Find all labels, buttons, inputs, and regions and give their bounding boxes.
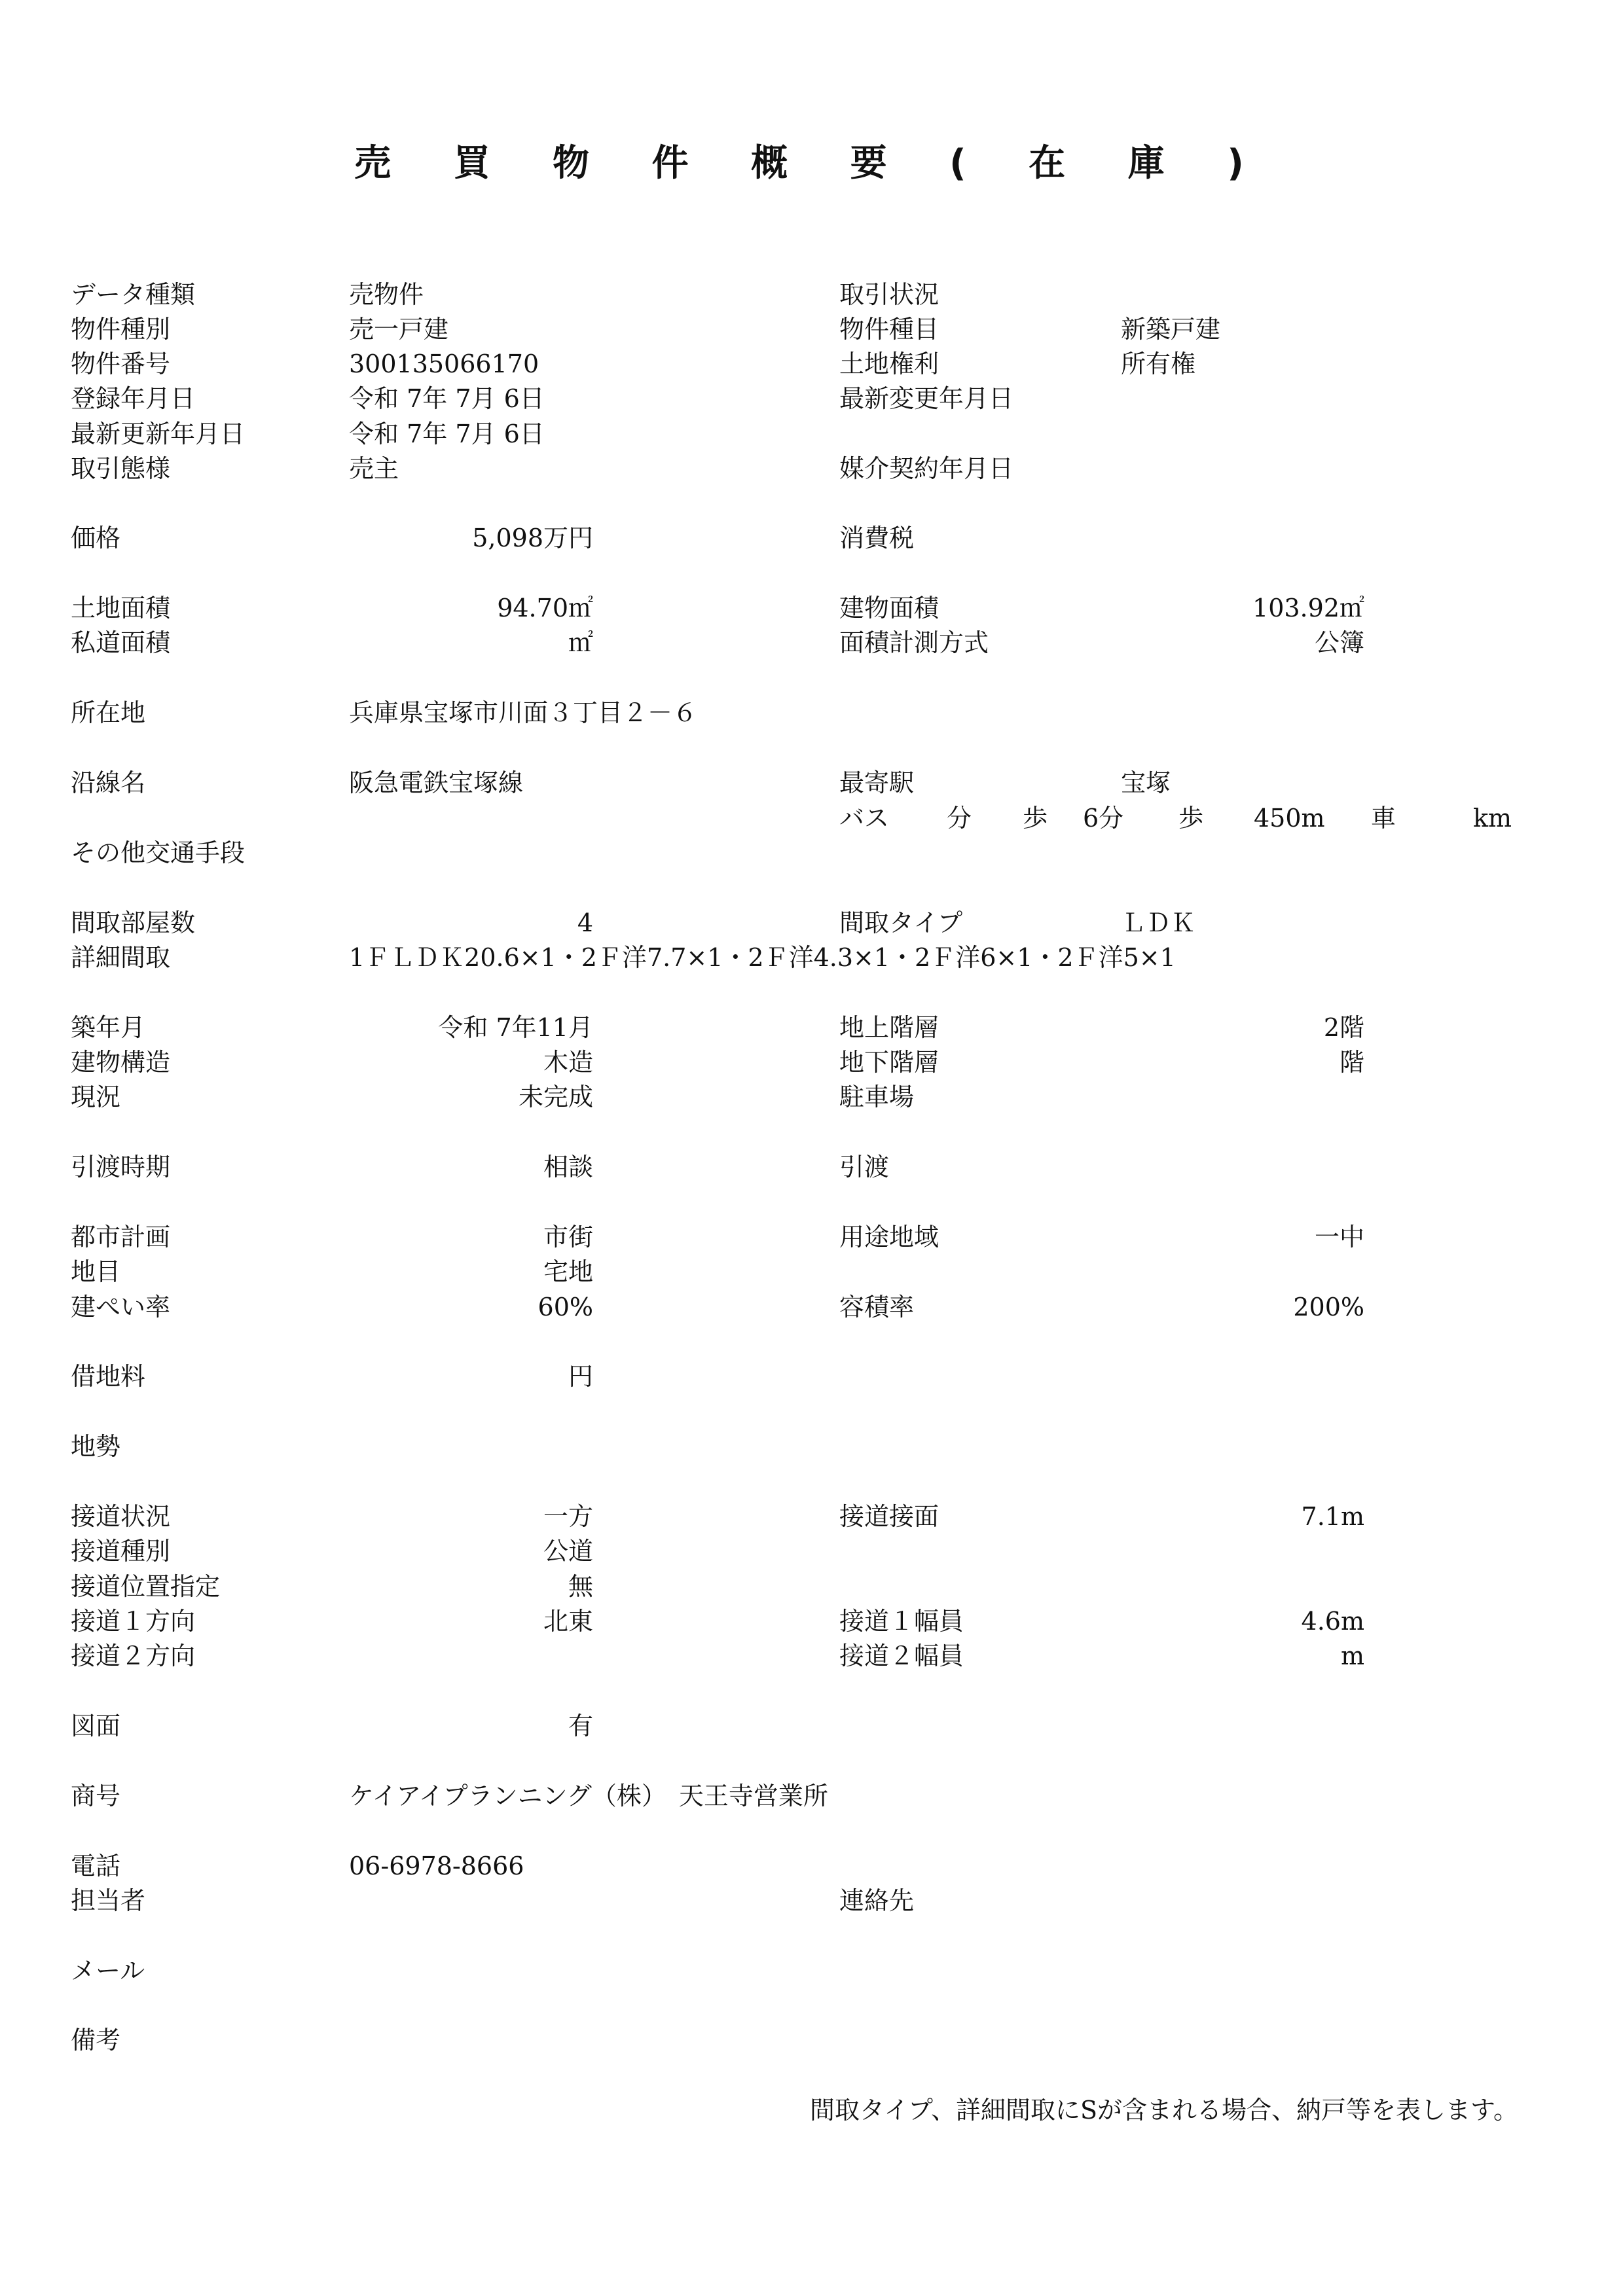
label-kakaku: 価格: [71, 524, 121, 552]
value-shakuchi: 円: [568, 1362, 593, 1391]
value-denwa: 06-6978-8666: [349, 1852, 524, 1880]
value-setsudo-jokyo: 一方: [543, 1502, 593, 1531]
value-tatemono-menseki: 103.92㎡: [1252, 594, 1364, 622]
label-genkyo: 現況: [71, 1083, 121, 1111]
label-tochi-menseki: 土地面積: [71, 594, 171, 622]
label-data-type: データ種類: [71, 280, 196, 309]
value-shido-menseki: ㎡: [568, 628, 593, 657]
value-setsudo-shubetsu: 公道: [543, 1537, 593, 1566]
label-renrakusaki: 連絡先: [839, 1886, 915, 1915]
value-setsudo-ichi: 無: [568, 1572, 593, 1601]
value-kozo: 木造: [543, 1048, 593, 1077]
value-chika-kaiso: 階: [1339, 1048, 1364, 1077]
label-madori-heyasu: 間取部屋数: [71, 908, 196, 937]
value-toho-m: 450m: [1254, 804, 1325, 833]
value-yoto-chiiki: 一中: [1314, 1223, 1364, 1251]
label-ho-2: 歩: [1178, 804, 1204, 833]
label-shakuchi: 借地料: [71, 1362, 146, 1391]
value-toroku-date: 令和 7年 7月 6日: [349, 384, 545, 413]
value-saishin-koshin: 令和 7年 7月 6日: [349, 420, 545, 448]
value-shogo: ケイアイプランニング（株） 天王寺営業所: [349, 1782, 828, 1810]
label-yoseki: 容積率: [839, 1293, 915, 1321]
label-shozaichi: 所在地: [71, 698, 146, 727]
label-setsudo-jokyo: 接道状況: [71, 1502, 171, 1531]
label-bus-fun: 分: [947, 804, 972, 833]
label-ho-1: 歩: [1023, 804, 1048, 833]
value-bukken-bango: 300135066170: [349, 350, 539, 378]
label-shido-menseki: 私道面積: [71, 628, 171, 657]
value-bukken-shumoku: 新築戸建: [1121, 315, 1221, 344]
label-denwa: 電話: [71, 1852, 121, 1880]
label-shosai-madori: 詳細間取: [71, 943, 171, 972]
label-setsudo2-fukuin: 接道２幅員: [839, 1641, 964, 1670]
label-hikiwatashi-jiki: 引渡時期: [71, 1153, 171, 1181]
label-sonota-kotsu: その他交通手段: [71, 838, 246, 867]
label-madori-type: 間取タイプ: [839, 908, 963, 937]
label-yoto-chiiki: 用途地域: [839, 1223, 939, 1251]
label-zumen: 図面: [71, 1712, 121, 1740]
value-shosai-madori: 1ＦＬＤＫ20.6×1・2Ｆ洋7.7×1・2Ｆ洋4.3×1・2Ｆ洋6×1・2Ｆ洋5×1: [349, 943, 1176, 972]
label-bus: バス: [839, 804, 890, 833]
label-setsudo-setsumen: 接道接面: [839, 1502, 939, 1531]
value-zumen: 有: [568, 1712, 593, 1740]
value-setsudo2-fukuin: m: [1340, 1641, 1364, 1670]
label-tantosha: 担当者: [71, 1886, 146, 1915]
label-setsudo2-hoko: 接道２方向: [71, 1641, 196, 1670]
label-setsudo-ichi: 接道位置指定: [71, 1572, 221, 1601]
label-bukken-shubetsu: 物件種別: [71, 315, 171, 344]
label-tatemono-menseki: 建物面積: [839, 594, 939, 622]
page-title: 売 買 物 件 概 要 ( 在 庫 ): [354, 142, 1269, 185]
label-baikai-date: 媒介契約年月日: [839, 454, 1014, 483]
label-biko: 備考: [71, 2026, 121, 2054]
label-bukken-shumoku: 物件種目: [839, 315, 939, 344]
value-bukken-shubetsu: 売一戸建: [349, 315, 449, 344]
label-chika-kaiso: 地下階層: [839, 1048, 939, 1077]
label-bukken-bango: 物件番号: [71, 350, 171, 378]
value-keisoku-hoshiki: 公簿: [1314, 628, 1364, 657]
label-chimoku: 地目: [71, 1257, 121, 1286]
label-shogo: 商号: [71, 1782, 121, 1810]
label-kenpei: 建ぺい率: [71, 1293, 171, 1321]
value-tochi-kenri: 所有権: [1121, 350, 1196, 378]
label-toshi-keikaku: 都市計画: [71, 1223, 171, 1251]
value-madori-heyasu: 4: [577, 908, 593, 937]
label-tochi-kenri: 土地権利: [839, 350, 939, 378]
value-ensen: 阪急電鉄宝塚線: [349, 768, 524, 797]
label-saishin-henko: 最新変更年月日: [839, 384, 1014, 413]
label-shohizei: 消費税: [839, 524, 915, 552]
label-torihiki-taiyo: 取引態様: [71, 454, 171, 483]
value-data-type: 売物件: [349, 280, 424, 309]
label-chiku: 築年月: [71, 1013, 146, 1042]
label-saishin-koshin: 最新更新年月日: [71, 420, 246, 448]
value-kakaku: 5,098万円: [472, 524, 593, 552]
label-setsudo1-fukuin: 接道１幅員: [839, 1607, 964, 1636]
label-setsudo1-hoko: 接道１方向: [71, 1607, 196, 1636]
value-shozaichi: 兵庫県宝塚市川面３丁目２－６: [349, 698, 698, 727]
label-chushajo: 駐車場: [839, 1083, 915, 1111]
value-chiku: 令和 7年11月: [438, 1013, 593, 1042]
value-setsudo1-hoko: 北東: [543, 1607, 593, 1636]
value-tochi-menseki: 94.70㎡: [497, 594, 593, 622]
value-toshi-keikaku: 市街: [543, 1223, 593, 1251]
value-toho-fun: 6分: [1083, 804, 1124, 833]
value-moyori-eki: 宝塚: [1121, 768, 1171, 797]
value-chijo-kaiso: 2階: [1323, 1013, 1364, 1042]
value-setsudo-setsumen: 7.1m: [1301, 1502, 1364, 1531]
footnote: 間取タイプ、詳細間取にSが含まれる場合、納戸等を表します。: [809, 2096, 1518, 2125]
label-keisoku-hoshiki: 面積計測方式: [839, 628, 989, 657]
label-toroku-date: 登録年月日: [71, 384, 196, 413]
value-hikiwatashi-jiki: 相談: [543, 1153, 593, 1181]
value-yoseki: 200%: [1293, 1293, 1364, 1321]
label-hikiwatashi: 引渡: [839, 1153, 890, 1181]
label-kozo: 建物構造: [71, 1048, 171, 1077]
value-torihiki-taiyo: 売主: [349, 454, 399, 483]
value-madori-type: ＬＤＫ: [1121, 908, 1196, 937]
value-setsudo1-fukuin: 4.6m: [1301, 1607, 1364, 1636]
label-kuruma: 車: [1371, 804, 1396, 833]
value-kenpei: 60%: [538, 1293, 593, 1321]
label-torihiki-jokyo: 取引状況: [839, 280, 939, 309]
label-moyori-eki: 最寄駅: [839, 768, 915, 797]
label-setsudo-shubetsu: 接道種別: [71, 1537, 171, 1566]
label-km: km: [1473, 804, 1512, 833]
label-ensen: 沿線名: [71, 768, 146, 797]
label-chijo-kaiso: 地上階層: [839, 1013, 939, 1042]
value-chimoku: 宅地: [543, 1257, 593, 1286]
label-mail: メール: [71, 1956, 145, 1985]
label-chisei: 地勢: [71, 1432, 121, 1461]
value-genkyo: 未完成: [518, 1083, 593, 1111]
